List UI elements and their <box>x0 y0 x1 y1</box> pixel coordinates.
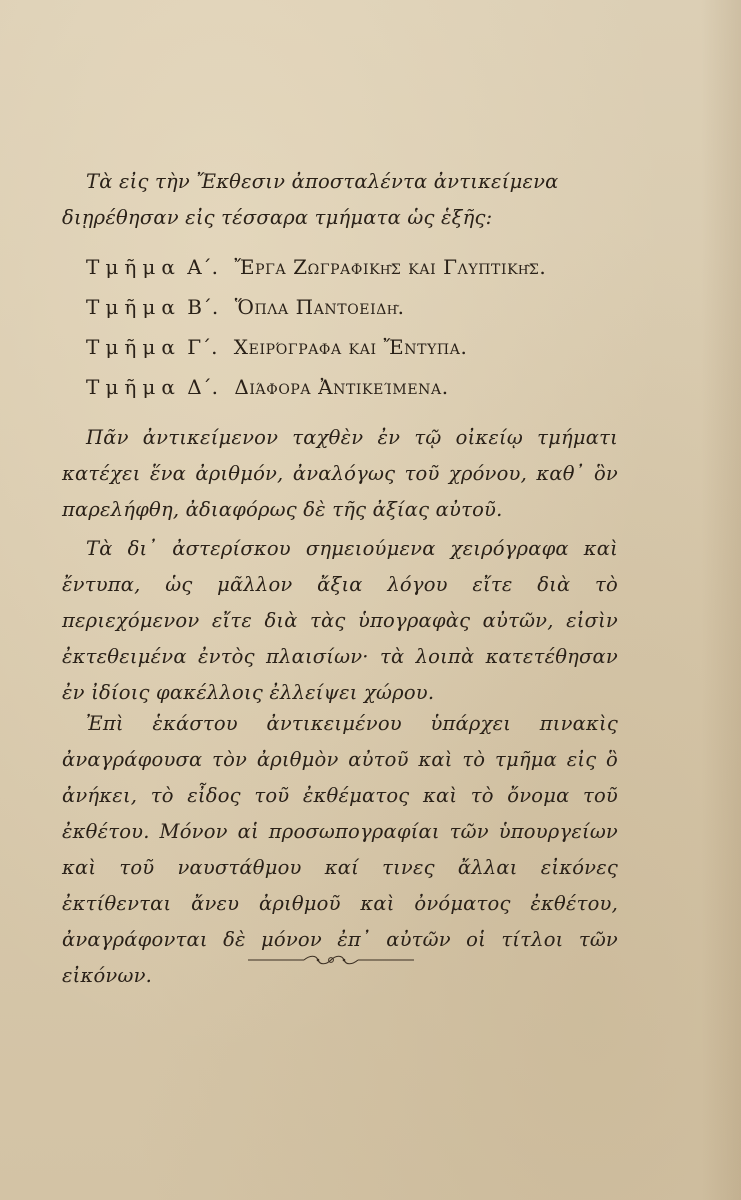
section-name: Χειρόγραφα και Ἔντυπα. <box>233 335 468 359</box>
section-word: Τμῆμα <box>86 375 181 399</box>
section-letter: Δ΄. <box>187 375 218 399</box>
section-letter: Γ΄. <box>187 335 218 359</box>
section-name: Ἔργα Ζωγραφικῆς και Γλυπτικῆς. <box>234 255 547 279</box>
section-word: Τμῆμα <box>86 335 181 359</box>
paragraph-numbering: Πᾶν ἀντικείμενον ταχθὲν ἐν τῷ οἰκείῳ τμήματι κατέχει ἕνα ἀριθμόν, ἀναλόγως τοῦ χρόνου, καθ᾽ ὃν παρελήφθη, ἀδιαφόρως δὲ τῆς ἀξίας αὐτοῦ. <box>62 426 618 521</box>
section-row-d <box>86 367 626 407</box>
section-letter: Α΄. <box>187 255 218 279</box>
paragraph-labels: Ἐπὶ ἑκάστου ἀντικειμένου ὑπάρχει πινακὶς ἀναγράφουσα τὸν ἀριθμὸν αὐτοῦ καὶ τὸ τμῆμα εἰς ὃ ἀνήκει, τὸ εἶδος τοῦ ἐκθέματος καὶ τὸ ὄνομα τοῦ ἐκθέτου. Μόνον αἱ προσωπογραφίαι τῶν ὑπουργείων καὶ τοῦ ναυστάθμου καί τινες ἄλλαι εἰκόνες ἐκτίθενται ἄνευ ἀριθμοῦ καὶ ὀνόματος ἐκθέτου, ἀναγράφονται δὲ μόνον ἐπ᾽ αὐτῶν οἱ τίτλοι τῶν εἰκόνων. <box>62 712 618 987</box>
section-name: Διάφορα Ἀντικείμενα. <box>234 375 449 399</box>
section-word: Τμῆμα <box>86 295 181 319</box>
paragraph-asterisk: Τὰ δι᾽ ἀστερίσκου σημειούμενα χειρόγραφα καὶ ἔντυπα, ὡς μᾶλλον ἄξια λόγου εἴτε διὰ τὸ περιεχόμενον εἴτε διὰ τὰς ὑπογραφὰς αὐτῶν, εἰσὶν ἐκτεθειμένα ἐντὸς πλαισίων· τὰ λοιπὰ κατετέθησαν ἐν ἰδίοις φακέλλοις ἐλλείψει χώρου. <box>62 537 618 704</box>
section-letter: Β΄. <box>187 295 219 319</box>
section-row-b <box>86 287 626 327</box>
intro-paragraph: Τὰ εἰς τὴν Ἔκθεσιν ἀποσταλέντα ἀντικείμενα διῃρέθησαν εἰς τέσσαρα τμήματα ὡς ἑξῆς: <box>62 170 559 229</box>
section-name: Ὅπλα Παντοειδῆ. <box>234 295 405 319</box>
sections-list <box>86 247 626 407</box>
ornament-divider <box>246 950 416 970</box>
section-word: Τμῆμα <box>86 255 181 279</box>
section-row-c <box>86 327 626 367</box>
section-row-a <box>86 247 626 287</box>
